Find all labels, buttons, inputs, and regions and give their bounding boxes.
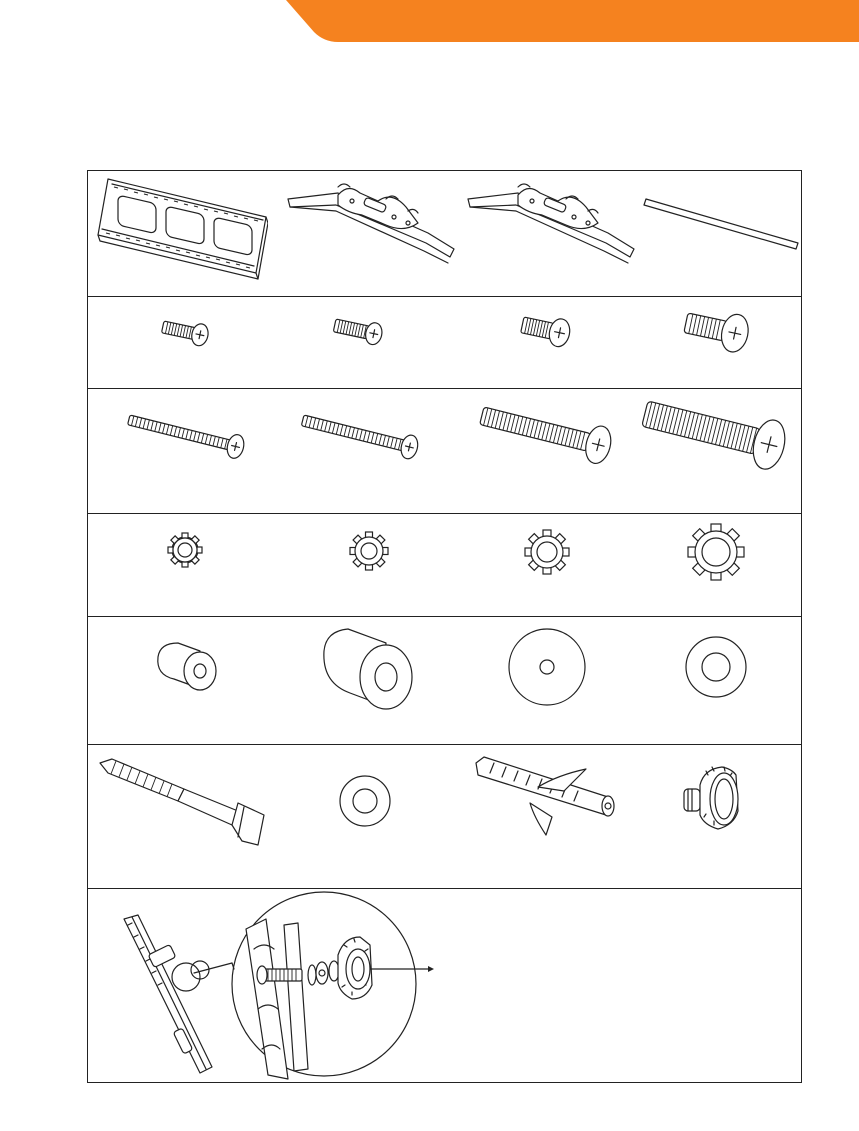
lock-washer-m4-icon [88,514,278,617]
row-spacers [88,617,801,745]
spacer-small-icon [88,617,278,745]
screw-m5-short-icon [268,297,448,389]
screw-m5-short-cell [268,297,448,388]
wall-anchor-icon [448,745,638,889]
lock-washer-m4-cell [88,514,278,616]
vertical-arm-cell-1 [278,171,458,296]
lock-washer-m8-icon [638,514,801,617]
screw-m4-short-cell [88,297,278,388]
screw-m8-short-icon [638,297,801,389]
locking-knob-cell [638,745,801,888]
lock-washer-m5-cell [268,514,448,616]
screw-m4-long-cell [88,389,268,513]
wall-anchor-cell [448,745,638,888]
locking-knob-icon [638,745,801,889]
screw-m6-short-cell [448,297,638,388]
lag-bolt-icon [88,745,278,889]
safety-rod-icon [638,171,801,297]
screw-m4-short-icon [88,297,278,389]
wall-plate-icon [88,171,268,297]
assembly-detail-icon [88,889,801,1082]
screw-m8-long-cell [638,389,801,513]
screw-m4-long-icon [88,389,268,514]
screw-m6-long-cell [448,389,638,513]
lag-bolt-cell [88,745,278,888]
screw-m8-short-cell [638,297,801,388]
screw-m8-long-icon [638,389,801,514]
flat-washer-large-cell [448,617,638,744]
screw-m5-long-cell [268,389,448,513]
vertical-arm-icon [458,171,638,297]
row-anchors [88,745,801,889]
spacer-small-cell [88,617,278,744]
wall-plate-cell [88,171,268,296]
screw-m5-long-icon [268,389,448,514]
lag-washer-icon [268,745,448,889]
lag-washer-cell [268,745,448,888]
vertical-arm-cell-2 [458,171,638,296]
row-brackets [88,171,801,297]
vertical-arm-icon [278,171,458,297]
lock-washer-m8-cell [638,514,801,616]
safety-rod-cell [638,171,801,296]
row-long-screws [88,389,801,514]
screw-m6-short-icon [448,297,638,389]
flat-washer-large-icon [448,617,638,745]
spacer-large-icon [268,617,448,745]
flat-washer-small-cell [638,617,801,744]
screw-m6-long-icon [448,389,638,514]
parts-table [87,170,802,1083]
row-lock-washers [88,514,801,617]
lock-washer-m6-icon [448,514,638,617]
row-short-screws [88,297,801,389]
lock-washer-m6-cell [448,514,638,616]
flat-washer-small-icon [638,617,801,745]
spacer-large-cell [268,617,448,744]
row-assembly [88,889,801,1082]
orange-corner-tab [0,0,859,50]
lock-washer-m5-icon [268,514,448,617]
